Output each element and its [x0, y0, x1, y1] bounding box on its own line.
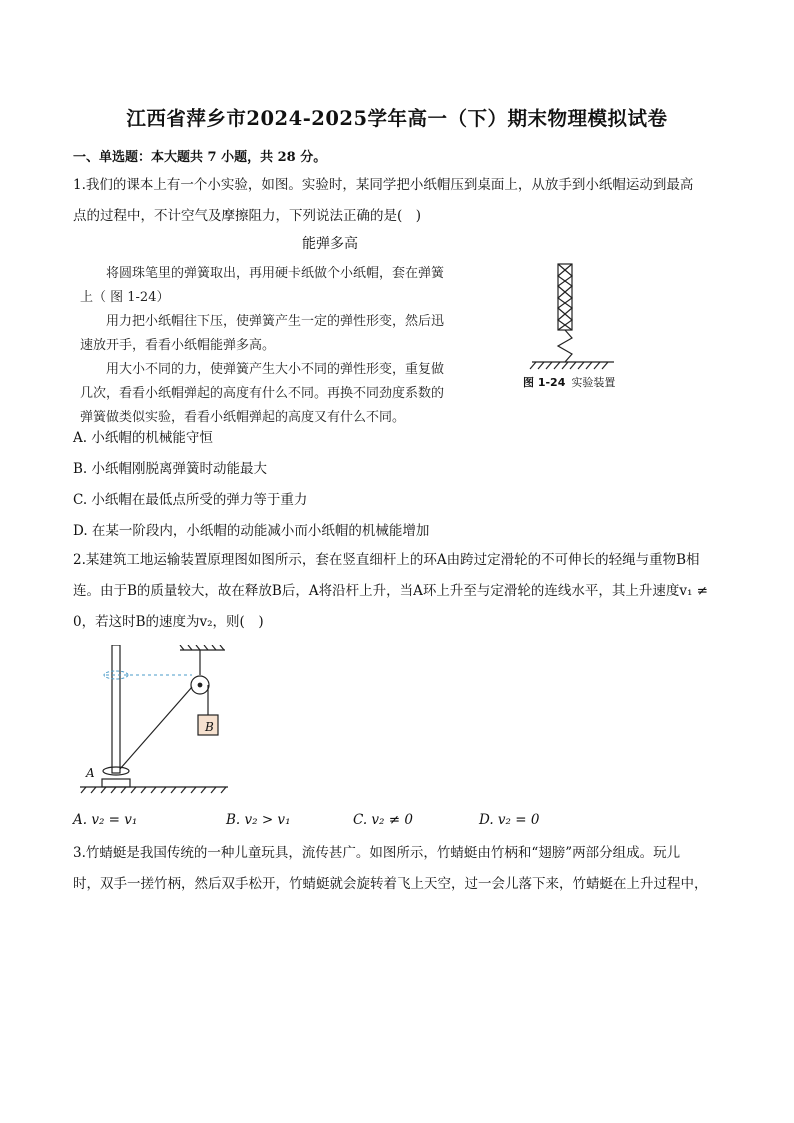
q3-stem	[73, 838, 723, 900]
textbook-excerpt	[80, 262, 504, 430]
spring-coil	[558, 330, 572, 362]
q1-option-c[interactable]: C. 小纸帽在最低点所受的弹力等于重力	[73, 492, 308, 508]
excerpt-title: 能弹多高	[302, 236, 358, 252]
excerpt-line: 用大小不同的力，使弹簧产生大小不同的弹性形变，重复做	[106, 362, 445, 377]
figure-number: 图 1-24	[523, 376, 566, 389]
figure-caption	[523, 374, 615, 390]
q2-option-c[interactable]: C. v₂ ≠ 0	[353, 812, 413, 828]
spring-figure	[528, 262, 618, 372]
q2-options	[73, 812, 723, 832]
q1-stem-line2: 点的过程中，不计空气及摩擦阻力，下列说法正确的是( )	[73, 208, 422, 224]
excerpt-line: 用力把小纸帽往下压，使弹簧产生一定的弹性形变，然后迅	[106, 314, 445, 329]
section-heading: 一、单选题：本大题共 7 小题，共 28 分。	[73, 150, 327, 165]
q2-stem-line2: 连。由于B的质量较大，故在释放B后，A将沿杆上升，当A环上升至与定滑轮的连线水平，其上升速度v₁ ≠	[73, 583, 708, 599]
excerpt-line: 上（ 图 1-24）	[80, 290, 170, 305]
figure-caption-text: 实验装置	[571, 376, 616, 389]
rod-base	[102, 779, 130, 787]
q2-option-d[interactable]: D. v₂ = 0	[479, 812, 540, 828]
vertical-rod	[112, 645, 120, 773]
excerpt-line: 弹簧做类似实验，看看小纸帽弹起的高度又有什么不同。	[80, 410, 406, 425]
excerpt-line: 将圆珠笔里的弹簧取出，再用硬卡纸做个小纸帽，套在弹簧	[106, 266, 445, 281]
excerpt-line: 速放开手，看看小纸帽能弹多高。	[80, 338, 276, 353]
q2-option-a[interactable]: A. v₂ = v₁	[73, 812, 138, 828]
ring-a	[103, 767, 129, 775]
q1-stem-line1: 1.我们的课本上有一个小实验，如图。实验时，某同学把小纸帽压到桌面上，从放手到小纸帽运动到最高	[73, 177, 694, 193]
rope-diagonal	[120, 687, 192, 769]
q1-option-a[interactable]: A. 小纸帽的机械能守恒	[73, 430, 213, 446]
q3-stem-line1: 3.竹蜻蜓是我国传统的一种儿童玩具，流传甚广。如图所示，竹蜻蜓由竹柄和“翅膀”两部分组成。玩儿	[73, 845, 681, 861]
excerpt-line: 几次，看看小纸帽弹起的高度有什么不同。再换不同劲度系数的	[80, 386, 445, 401]
label-b: B	[205, 720, 214, 734]
q2-stem-line3: 0，若这时B的速度为v₂，则( )	[73, 614, 264, 630]
q1-stem	[73, 170, 723, 232]
q1-option-d[interactable]: D. 在某一阶段内，小纸帽的动能减小而小纸帽的机械能增加	[73, 523, 430, 539]
pulley-figure	[80, 645, 240, 795]
label-a: A	[86, 766, 95, 780]
q2-stem	[73, 545, 723, 638]
q2-stem-line1: 2.某建筑工地运输装置原理图如图所示，套在竖直细杆上的环A由跨过定滑轮的不可伸长的轻绳与重物B相	[73, 552, 700, 568]
exam-title: 江西省萍乡市2024-2025学年高一（下）期末物理模拟试卷	[126, 107, 668, 130]
q3-stem-line2: 时，双手一搓竹柄，然后双手松开，竹蜻蜓就会旋转着飞上天空，过一会儿落下来，竹蜻蜓在上升过程中，	[73, 876, 708, 892]
q2-option-b[interactable]: B. v₂ > v₁	[226, 812, 291, 828]
q1-option-b[interactable]: B. 小纸帽刚脱离弹簧时动能最大	[73, 461, 268, 477]
